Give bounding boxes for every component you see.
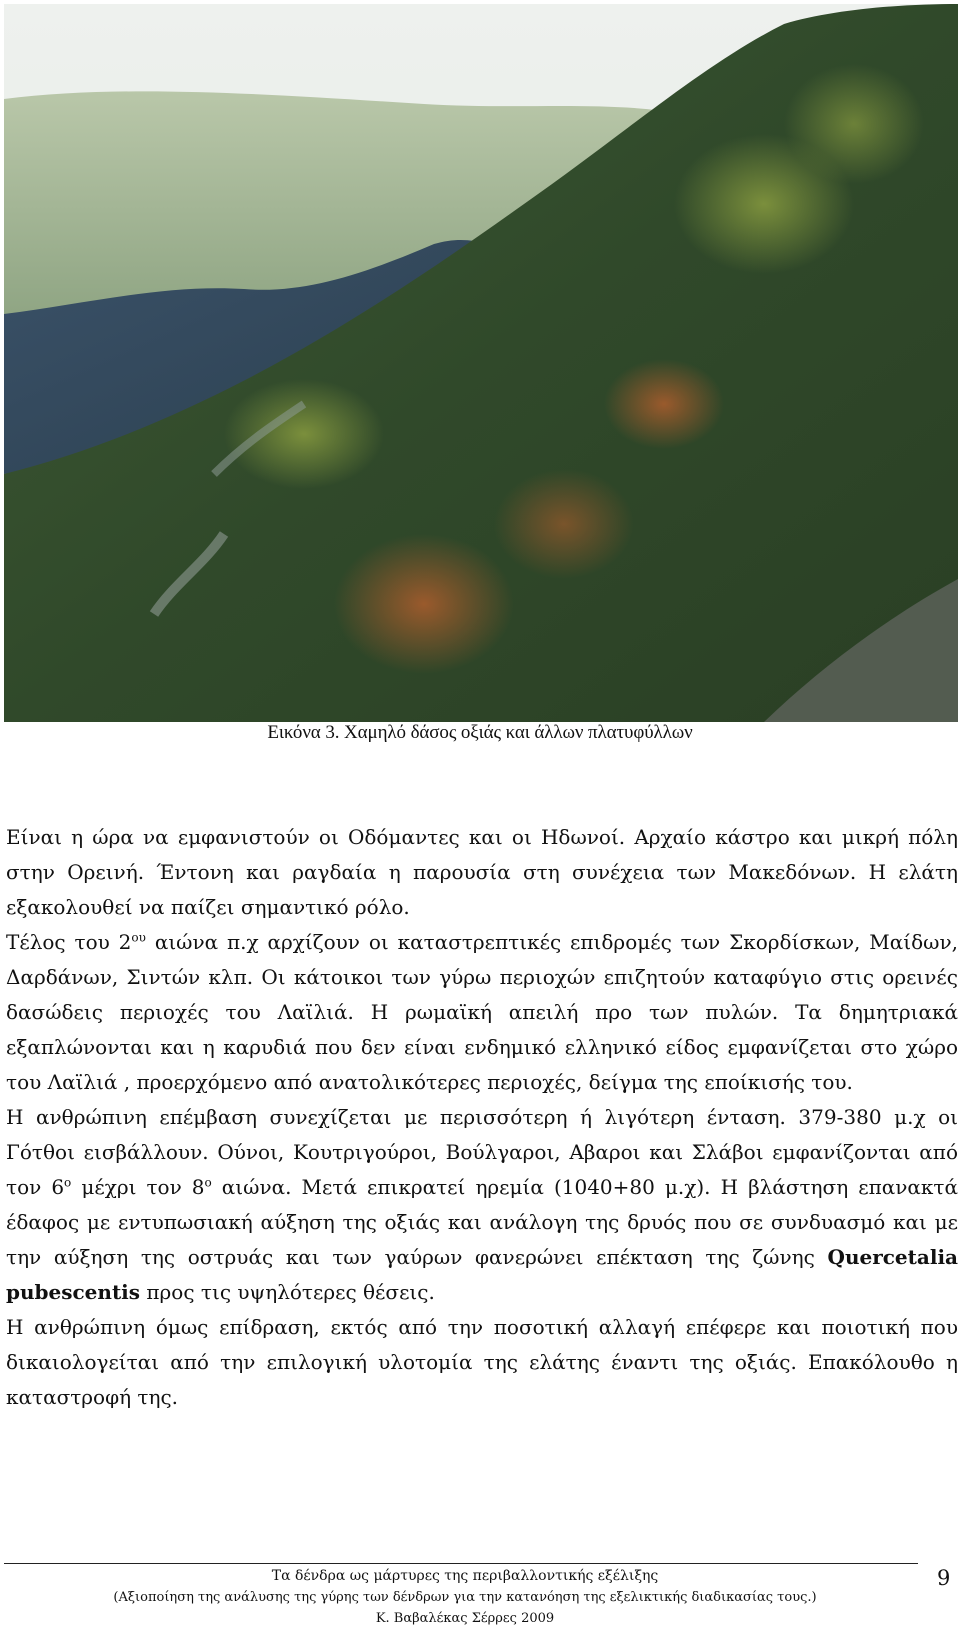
page-footer — [0, 1565, 930, 1629]
footer-subtitle: (Αξιοποίηση της ανάλυσης της γύρης των δένδρων για την κατανόηση της εξελικτικής διαδικασίας τους.) — [113, 1590, 817, 1605]
figure-caption: Εικόνα 3. Χαμηλό δάσος οξιάς και άλλων πλατυφύλλων — [267, 722, 693, 743]
paragraph-4 — [6, 1310, 958, 1415]
paragraph-2 — [6, 925, 958, 1100]
paragraph-1 — [6, 820, 958, 925]
paragraph-4-text: Η ανθρώπινη όμως επίδραση, εκτός από την ποσοτική αλλαγή επέφερε και ποιοτική που δικαιολογείται από την επιλογική υλοτομία της ελάτης έναντι της οξιάς. Επακόλουθο η καταστροφή της. — [6, 1315, 958, 1409]
superscript: ο — [204, 1175, 212, 1190]
paragraph-3-text-a: Η ανθρώπινη επέμβαση συνεχίζεται με περισσότερη ή λιγότερη ένταση. 379-380 μ.χ οι Γότθοι εισβάλλουν. Ούνοι, Κουτριγούροι, Βούλγαροι, Αβαροι και Σλάβοι εμφανίζονται από τον 6 — [6, 1105, 958, 1199]
footer-title: Τα δένδρα ως μάρτυρες της περιβαλλοντικής εξέλιξης — [271, 1568, 659, 1584]
superscript: ου — [131, 930, 146, 945]
footer-author: Κ. Βαβαλέκας Σέρρες 2009 — [375, 1611, 555, 1626]
paragraph-3-text-c: αιώνα. Μετά επικρατεί ηρεμία (1040+80 μ.χ). Η βλάστηση επανακτά έδαφος με εντυπωσιακή αύξηση της οξιάς και ανάλογη της δρυός που σε συνδυασμό και με την αύξηση της οστρυάς και των γαύρων φανερώνει επέκταση της ζώνης — [6, 1175, 958, 1269]
paragraph-2-text-b: αιώνα π.χ αρχίζουν οι καταστρεπτικές επιδρομές των Σκορδίσκων, Μαίδων, Δαρδάνων, Σιντών κλπ. Οι κάτοικοι των γύρω περιοχών επιζητούν καταφύγιο στις ορεινές δασώδεις περιοχές του Λαϊλιά. Η ρωμαϊκή απειλή προ των πυλών. Τα δημητριακά εξαπλώνονται και η καρυδιά που δεν είναι ενδημικό ελληνικό είδος εμφανίζεται στο χώρο του Λαϊλιά , προερχόμενο από ανατολικότερες περιοχές, δείγμα της εποίκισής του. — [6, 930, 958, 1094]
page-number: 9 — [937, 1566, 951, 1590]
forest-photo — [4, 4, 958, 722]
forest-hillside-image — [4, 4, 958, 722]
paragraph-2-text-a: Τέλος του 2 — [6, 930, 132, 954]
latin-term: Quercetalia pubescentis — [6, 1245, 958, 1304]
paragraph-3 — [6, 1100, 958, 1310]
paragraph-3-text-d: προς τις υψηλότερες θέσεις. — [140, 1280, 435, 1304]
footer-divider — [4, 1563, 918, 1564]
paragraph-3-text-b: μέχρι τον 8 — [71, 1175, 205, 1199]
body-text — [6, 820, 958, 1415]
paragraph-1-text: Είναι η ώρα να εμφανιστούν οι Οδόμαντες και οι Ηδωνοί. Αρχαίο κάστρο και μικρή πόλη στην Ορεινή. Έντονη και ραγδαία η παρουσία στη συνέχεια των Μακεδόνων. Η ελάτη εξακολουθεί να παίζει σημαντικό ρόλο. — [6, 825, 958, 919]
superscript: ο — [64, 1175, 72, 1190]
